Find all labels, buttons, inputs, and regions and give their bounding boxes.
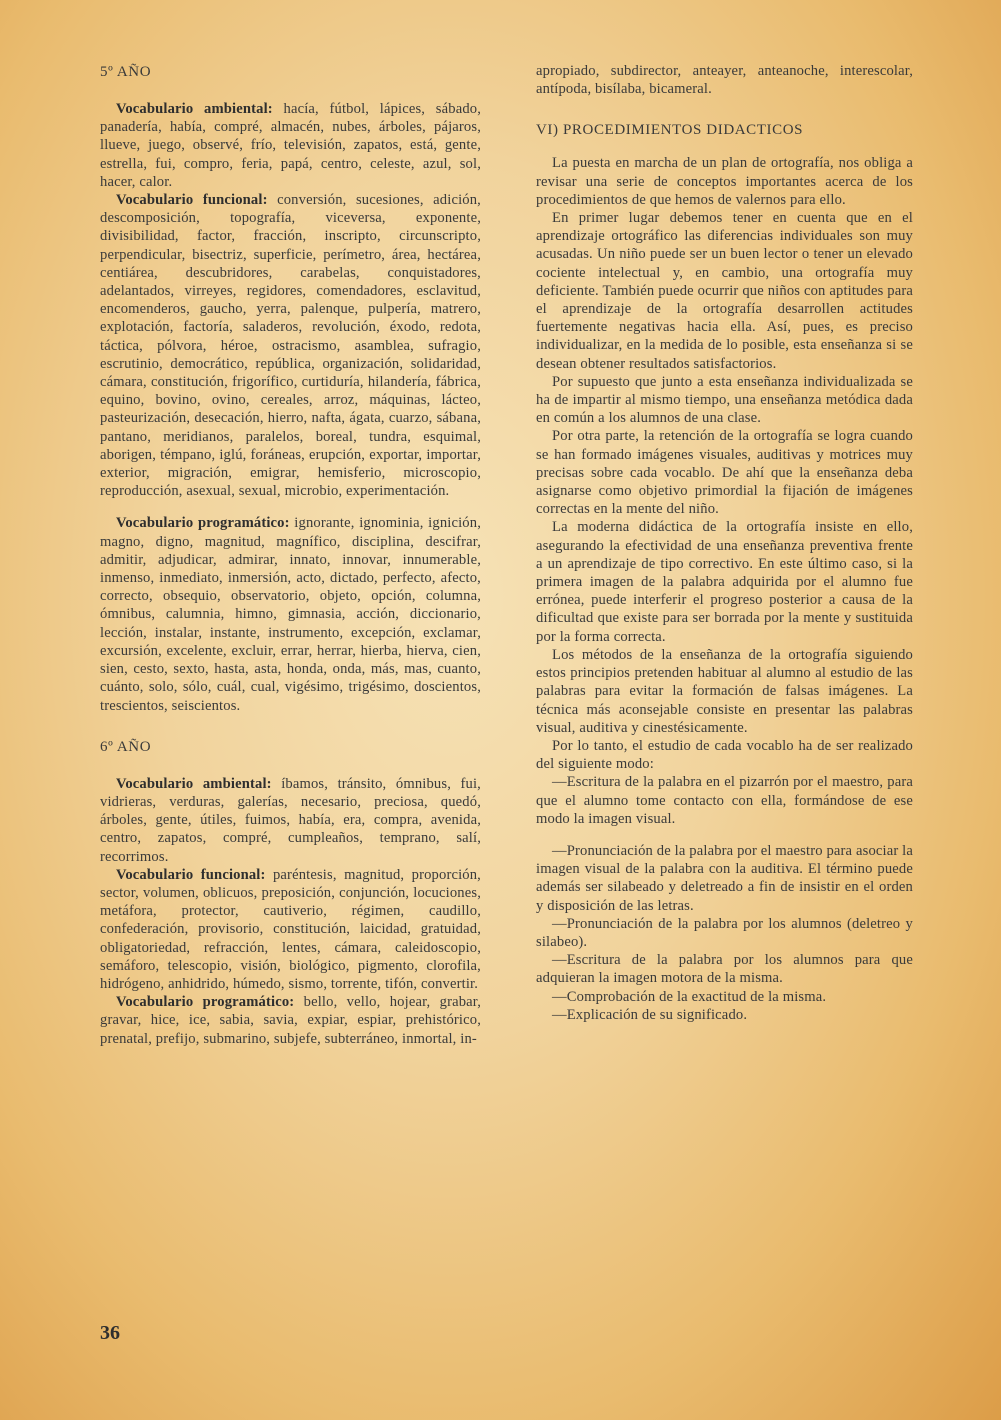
paragraph-vocabulario-ambiental-5 bbox=[100, 100, 481, 191]
list-item: —Explicación de su significado. bbox=[552, 1006, 748, 1023]
body-paragraph: Por otra parte, la retención de la ortografía se logra cuando se han formado imágenes visuales, auditivas y motrices muy precisas sobre cada vocablo. De ahí que la enseñanza deba asignarse como objetivo primordial la fijación de imágenes correctas en la mente del niño. bbox=[536, 428, 913, 518]
section-heading-6-ano: 6º AÑO bbox=[100, 738, 152, 755]
body-paragraph: Por lo tanto, el estudio de cada vocablo ha de ser realizado del siguiente modo: bbox=[536, 737, 913, 773]
paragraph-vocabulario-programatico-6 bbox=[100, 993, 481, 1048]
list-item: —Pronunciación de la palabra por el maestro para asociar la imagen visual de la palabra con la auditiva. El término puede además ser silabeado y deletreado a fin de insistir en el orden y disposición de las letras. bbox=[536, 842, 913, 914]
list-item: —Pronunciación de la palabra por los alumnos (deletreo y silabeo). bbox=[536, 915, 913, 950]
paragraph-vocabulario-programatico-5 bbox=[100, 514, 481, 714]
left-column bbox=[100, 62, 481, 1048]
paragraph-lead: Vocabulario programático: bbox=[116, 515, 290, 532]
paragraph-lead: Vocabulario ambiental: bbox=[116, 101, 273, 117]
paragraph-text: ignorante, ignominia, ignición, magno, digno, magnitud, magnífico, disciplina, descifrar, admitir, adjudicar, admirar, innato, innovar, innumerable, inmenso, inmediato, inmersión, acto, dictado, perfecto, afecto, correcto, obsequio, observatorio, objeto, opción, columna, ómnibus, calumnia, himno, gimnasia, acción, diccionario, lección, instalar, instante, instrumento, excepción, exclamar, excursión, excelente, excluir, errar, herrar, hierba, hierva, cien, sien, cesto, sexto, hasta, asta, honda, onda, más, mas, cuanto, cuánto, solo, sólo, cuál, cual, vigésimo, trigésimo, doscientos, trescientos, seiscientos. bbox=[100, 515, 481, 714]
paragraph-lead: Vocabulario ambiental: bbox=[116, 775, 272, 792]
paragraph-text: paréntesis, magnitud, proporción, sector, volumen, oblicuos, preposición, conjunción, locuciones, metáfora, protector, cautiverio, régimen, caudillo, confederación, provisorio, constitución, laicidad, gratuidad, obligatoriedad, refracción, lentes, cámara, caleidoscopio, semáforo, telescopio, visión, biológico, pigmento, clorofila, hidrógeno, anhidrido, húmedo, sismo, torrente, tifón, convertir. bbox=[100, 866, 481, 992]
body-paragraph: La puesta en marcha de un plan de ortografía, nos obliga a revisar una serie de conceptos importantes acerca de los procedimientos de que hemos de valernos para ello. bbox=[536, 155, 913, 208]
paragraph-text: íbamos, tránsito, ómnibus, fui, vidrieras, verduras, galerías, necesario, preciosa, quedó, árboles, gente, útiles, fuimos, había, era, compra, avenida, centro, zapatos, compré, cumpleaños, temprano, salí, recorrimos. bbox=[100, 775, 481, 865]
body-paragraph: La moderna didáctica de la ortografía insiste en ello, asegurando la efectividad de una enseñanza preventiva frente a un aprendizaje de tipo correctivo. En este último caso, si la primera imagen de la palabra adquirida por el alumno fue errónea, puede interferir el progreso posterior a causa de la dificultad que existe para ser borrada por la mente y sustituida por la forma correcta. bbox=[536, 519, 913, 645]
paragraph-text: conversión, sucesiones, adición, descomposición, topografía, viceversa, exponente, divisibilidad, factor, fracción, inscripto, circunscripto, perpendicular, bisectriz, superficie, perímetro, área, hectárea, centiárea, descubridores, carabelas, conquistadores, adelantados, virreyes, regidores, comendadores, esclavitud, encomenderos, gaucho, yerra, palenque, pulpería, matrero, explotación, factoría, saladeros, revolución, éxodo, redota, táctica, pólvora, héroe, ostracismo, asamblea, sufragio, escrutinio, democrático, república, organización, solidaridad, cámara, constitución, frigorífico, curtiduría, hilandería, fábrica, equino, bovino, ovino, cereales, arroz, máquinas, lácteo, pasteurización, desecación, hierro, nafta, ágata, cuarzo, sábana, pantano, meridianos, paralelos, boreal, tundra, esquimal, aborigen, témpano, iglú, foráneas, erupción, exportar, importar, exterior, migración, emigrar, hemisferio, microscopio, reproducción, asexual, sexual, microbio, experimentación. bbox=[100, 192, 481, 500]
body-paragraph: Los métodos de la enseñanza de la ortografía siguiendo estos principios pretenden habituar al alumno al estudio de las palabras para evitar la formación de falsas imágenes. La técnica más aconsejable consiste en presentar las palabras visual, auditiva y cinestésicamente. bbox=[536, 646, 913, 736]
section-heading-procedimientos: VI) PROCEDIMIENTOS DIDACTICOS bbox=[536, 122, 804, 139]
paragraph-text: hacía, fútbol, lápices, sábado, panadería, había, compré, almacén, nubes, árboles, pájaros, llueve, juego, observé, frío, televisión, zapatos, está, gente, estrella, fui, compro, feria, papá, centro, celeste, azul, sol, hacer, calor. bbox=[100, 101, 482, 190]
paragraph-lead: Vocabulario funcional: bbox=[116, 866, 266, 883]
paragraph-vocabulario-ambiental-6 bbox=[100, 775, 481, 866]
list-item: —Escritura de la palabra por los alumnos para que adquieran la imagen motora de la misma. bbox=[536, 952, 913, 987]
continuation-paragraph: apropiado, subdirector, anteayer, anteanoche, interescolar, antípoda, bisílaba, bicameral. bbox=[536, 63, 913, 98]
section-heading-5-ano: 5º AÑO bbox=[100, 64, 152, 80]
paragraph-lead: Vocabulario programático: bbox=[116, 994, 295, 1011]
paragraph-vocabulario-funcional-6 bbox=[100, 866, 481, 993]
body-paragraph: Por supuesto que junto a esta enseñanza individualizada se ha de impartir al mismo tiempo, una enseñanza metódica dada en común a los alumnos de una clase. bbox=[536, 373, 913, 427]
paragraph-text: bello, vello, hojear, grabar, gravar, hice, ice, sabia, savia, expiar, espiar, prehistórico, prenatal, prefijo, submarino, subjefe, subterráneo, inmortal, in- bbox=[100, 994, 481, 1047]
right-column bbox=[536, 62, 913, 1024]
list-item: —Comprobación de la exactitud de la misma. bbox=[552, 988, 827, 1005]
list-item: —Escritura de la palabra en el pizarrón por el maestro, para que el alumno tome contacto con ella, formándose de ese modo la imagen visual. bbox=[536, 774, 913, 827]
paragraph-vocabulario-funcional-5 bbox=[100, 191, 481, 500]
body-paragraph: En primer lugar debemos tener en cuenta que en el aprendizaje ortográfico las diferencias individuales son muy acusadas. Un niño puede ser un buen lector o tener un elevado cociente intelectual y, en cambio, una ortografía muy deficiente. También puede ocurrir que niños con aptitudes para el aprendizaje de la ortografía desarrollen actitudes fuertemente negativas hacia ella. Así, pues, es preciso individualizar, en la medida de lo posible, esta enseñanza si se desean obtener resultados satisfactorios. bbox=[536, 210, 913, 372]
page-number: 36 bbox=[100, 1322, 120, 1344]
paragraph-lead: Vocabulario funcional: bbox=[116, 192, 268, 209]
